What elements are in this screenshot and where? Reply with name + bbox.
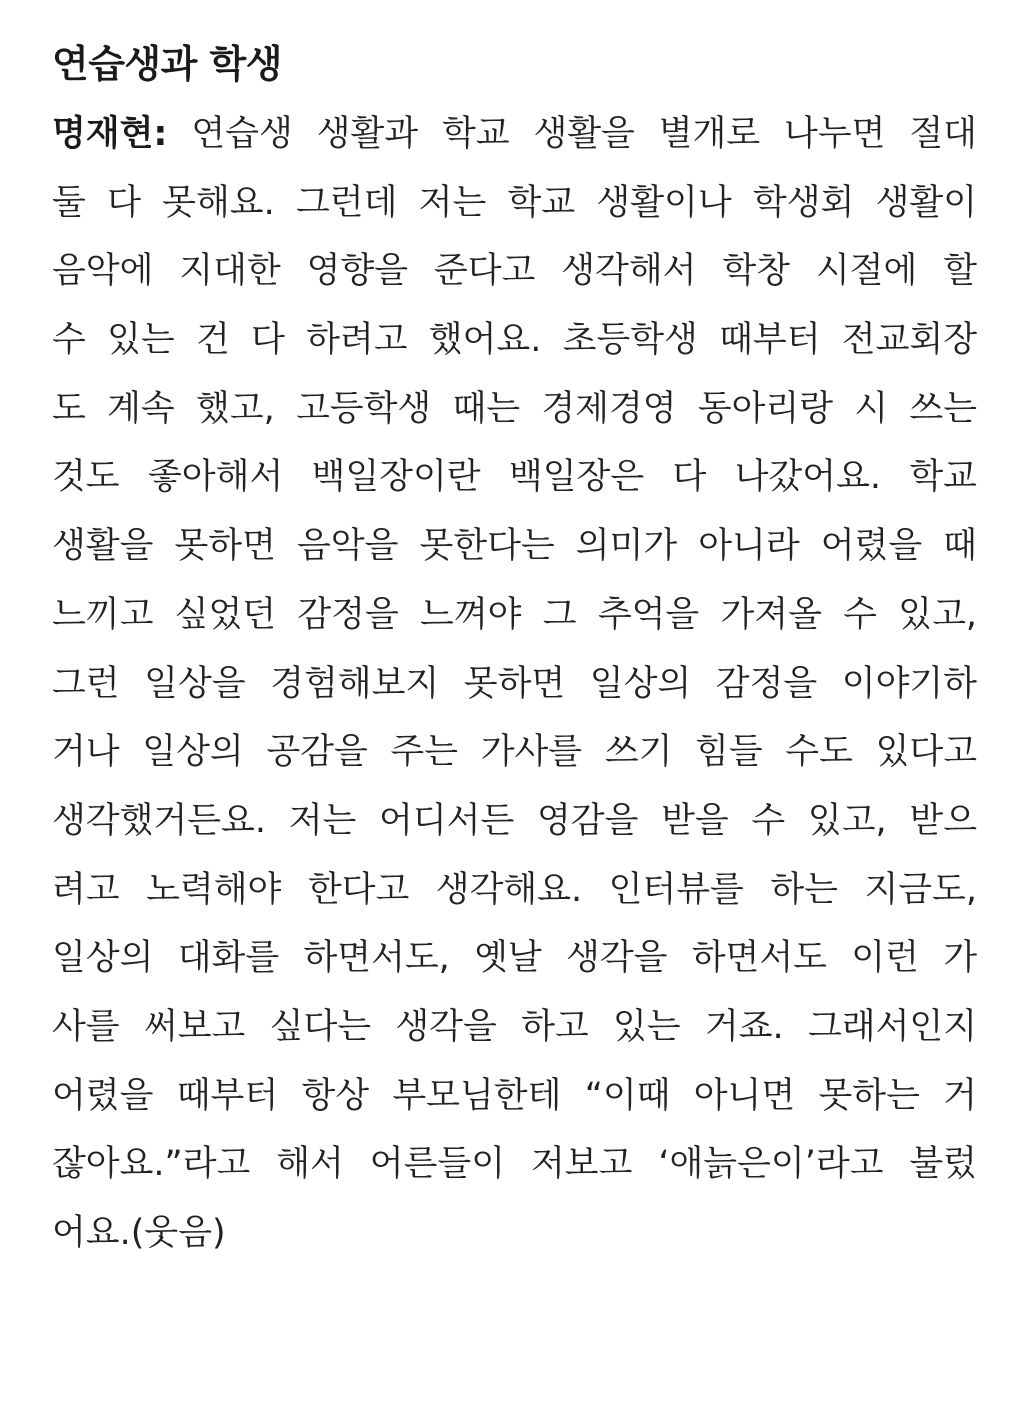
paragraph-line: 일상의 대화를 하면서도, 옛날 생각을 하면서도 이런 가 bbox=[52, 938, 977, 979]
paragraph-line: 수 있는 건 다 하려고 했어요. 초등학생 때부터 전교회장 bbox=[52, 320, 977, 361]
paragraph-line: 음악에 지대한 영향을 준다고 생각해서 학창 시절에 할 bbox=[52, 251, 977, 292]
paragraph-line: 그런 일상을 경험해보지 못하면 일상의 감정을 이야기하 bbox=[52, 663, 977, 704]
paragraph-line: 잖아요.”라고 해서 어른들이 저보고 ‘애늙은이’라고 불렀 bbox=[52, 1144, 977, 1185]
paragraph-line: 생각했거든요. 저는 어디서든 영감을 받을 수 있고, 받으 bbox=[52, 800, 977, 841]
section-title: 연습생과 학생 bbox=[52, 42, 282, 86]
paragraph-line: 거나 일상의 공감을 주는 가사를 쓰기 힘들 수도 있다고 bbox=[52, 732, 977, 773]
paragraph-line: 어렸을 때부터 항상 부모님한테 “이때 아니면 못하는 거 bbox=[52, 1075, 977, 1116]
speaker-name: 명재현: bbox=[52, 114, 168, 154]
paragraph-line: 것도 좋아해서 백일장이란 백일장은 다 나갔어요. 학교 bbox=[52, 457, 977, 498]
paragraph-line: 어요.(웃음) bbox=[52, 1213, 226, 1253]
paragraph-line: 려고 노력해야 한다고 생각해요. 인터뷰를 하는 지금도, bbox=[52, 869, 977, 910]
paragraph-line: 사를 써보고 싶다는 생각을 하고 있는 거죠. 그래서인지 bbox=[52, 1006, 977, 1047]
paragraph-line: 생활을 못하면 음악을 못한다는 의미가 아니라 어렸을 때 bbox=[52, 526, 977, 567]
paragraph-line: 느끼고 싶었던 감정을 느껴야 그 추억을 가져올 수 있고, bbox=[52, 594, 977, 635]
paragraph-line: 둘 다 못해요. 그런데 저는 학교 생활이나 학생회 생활이 bbox=[52, 182, 977, 223]
answer-text: 연습생 생활과 학교 생활을 별개로 나누면 절대 bbox=[167, 114, 977, 154]
paragraph-line: 도 계속 했고, 고등학생 때는 경제경영 동아리랑 시 쓰는 bbox=[52, 388, 977, 429]
interview-paragraph bbox=[52, 100, 977, 1268]
paragraph-line bbox=[52, 100, 977, 169]
